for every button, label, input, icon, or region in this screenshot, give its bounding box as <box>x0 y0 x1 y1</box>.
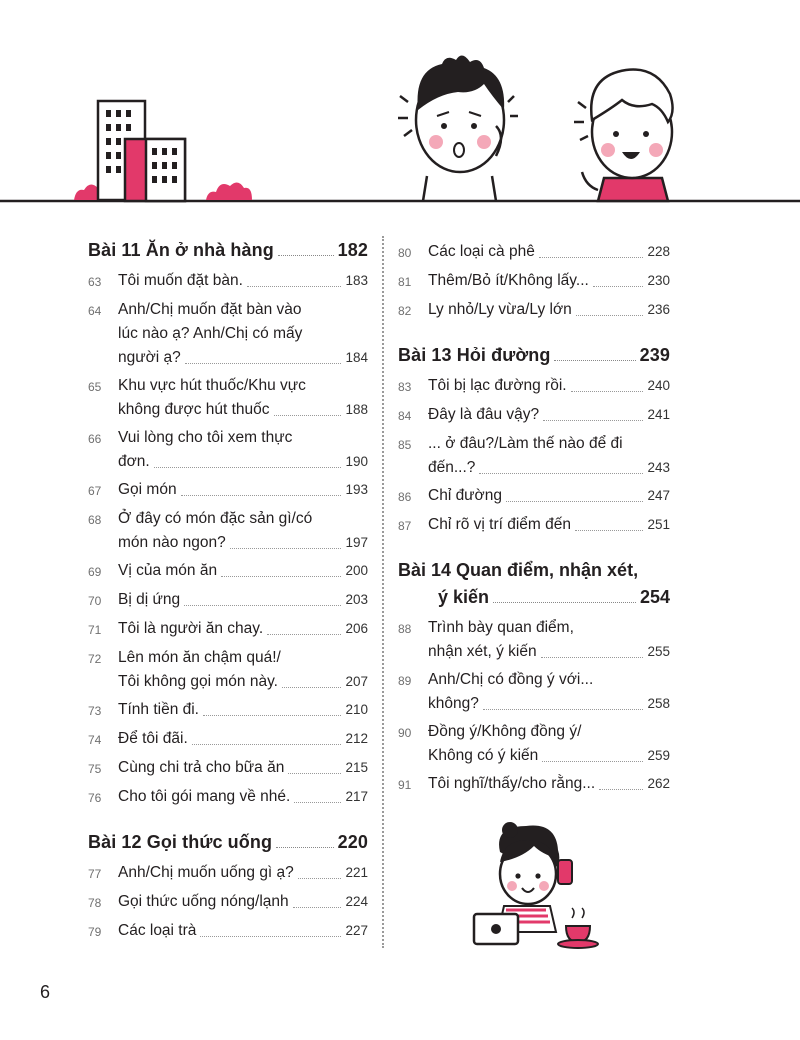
entry-body <box>428 484 670 509</box>
entry-title: Cùng chi trả cho bữa ăn <box>118 759 285 776</box>
entry-title: Lên món ăn chậm quá!/ <box>118 649 281 666</box>
toc-entry[interactable] <box>88 298 368 370</box>
entry-body <box>118 374 368 422</box>
lesson-page: 182 <box>337 240 368 260</box>
entry-page: 206 <box>345 621 368 636</box>
entry-body <box>118 785 368 810</box>
entry-page: 203 <box>345 592 368 607</box>
lesson-11-heading[interactable] <box>88 240 368 261</box>
entry-title: Tính tiền đi. <box>118 701 199 718</box>
entry-page: 221 <box>345 865 368 880</box>
dot-leader <box>506 501 644 502</box>
entry-page: 258 <box>647 696 670 711</box>
entry-number: 75 <box>88 762 102 776</box>
entry-body <box>428 240 670 265</box>
entry-body <box>118 588 368 613</box>
entry-number: 68 <box>88 513 102 527</box>
dot-leader <box>221 576 341 577</box>
toc-entry[interactable] <box>88 507 368 555</box>
entry-page: 215 <box>345 760 368 775</box>
entry-page: 240 <box>647 378 670 393</box>
toc-entry[interactable] <box>398 616 670 664</box>
entry-title: Vị của món ăn <box>118 562 218 579</box>
header-illustration <box>0 0 800 240</box>
entry-body <box>118 698 368 723</box>
dot-leader <box>278 255 334 256</box>
toc-left-column <box>88 240 368 948</box>
toc-entry[interactable] <box>398 484 670 509</box>
entry-title: Đây là đâu vậy? <box>428 406 540 423</box>
entry-number: 67 <box>88 484 102 498</box>
entry-title: Bị dị ứng <box>118 591 181 608</box>
entry-page: 200 <box>345 563 368 578</box>
toc-entry[interactable] <box>398 772 670 797</box>
lesson-13-items <box>398 374 670 538</box>
entry-title: đến...? <box>428 459 476 476</box>
entry-number: 85 <box>398 438 412 452</box>
lesson-page: 254 <box>639 587 670 607</box>
entry-body <box>428 513 670 538</box>
entry-number: 86 <box>398 490 412 504</box>
entry-page: 259 <box>647 748 670 763</box>
entry-page: 188 <box>345 402 368 417</box>
entry-title: Chỉ đường <box>428 487 502 504</box>
entry-title: Trình bày quan điểm, <box>428 619 574 636</box>
entry-number: 76 <box>88 791 102 805</box>
entry-title: Để tôi đãi. <box>118 730 188 747</box>
entry-page: 217 <box>345 789 368 804</box>
entry-number: 63 <box>88 275 102 289</box>
dot-leader <box>543 420 643 421</box>
entry-body <box>118 559 368 584</box>
entry-title: Gọi thức uống nóng/lạnh <box>118 893 289 910</box>
dot-leader <box>185 363 342 364</box>
entry-title: Chỉ rõ vị trí điểm đến <box>428 516 571 533</box>
entry-page: 207 <box>345 674 368 689</box>
lesson-12-items <box>88 861 368 944</box>
entry-body <box>118 478 368 503</box>
entry-title: không? <box>428 695 479 712</box>
entry-page: 243 <box>647 460 670 475</box>
toc-entry[interactable] <box>88 269 368 294</box>
lesson-13-heading[interactable] <box>398 345 670 366</box>
entry-number: 90 <box>398 726 412 740</box>
dot-leader <box>200 936 341 937</box>
toc-entry[interactable] <box>398 298 670 323</box>
entry-number: 83 <box>398 380 412 394</box>
dot-leader <box>554 360 635 361</box>
dot-leader <box>154 467 342 468</box>
bush-right <box>206 182 252 200</box>
lesson-page: 220 <box>337 832 368 852</box>
entry-title: Thêm/Bỏ ít/Không lấy... <box>428 272 589 289</box>
dot-leader <box>479 473 643 474</box>
dot-leader <box>274 415 342 416</box>
entry-title: Tôi không gọi món này. <box>118 673 278 690</box>
entry-number: 84 <box>398 409 412 423</box>
happy-boy <box>574 70 673 202</box>
toc-entry[interactable] <box>88 756 368 781</box>
entry-body <box>428 772 670 797</box>
toc-entry[interactable] <box>398 432 670 480</box>
entry-page: 190 <box>345 454 368 469</box>
dot-leader <box>184 605 341 606</box>
entry-page: 255 <box>647 644 670 659</box>
toc-entry[interactable] <box>398 668 670 716</box>
toc-entry[interactable] <box>88 588 368 613</box>
entry-number: 87 <box>398 519 412 533</box>
toc-right-column <box>398 240 670 801</box>
entry-body <box>118 426 368 474</box>
entry-body <box>118 727 368 752</box>
dot-leader <box>593 286 644 287</box>
entry-page: 224 <box>345 894 368 909</box>
toc-entry[interactable] <box>88 374 368 422</box>
lesson-title-cont: ý kiến <box>438 587 490 607</box>
entry-number: 69 <box>88 565 102 579</box>
dot-leader <box>571 391 644 392</box>
entry-number: 78 <box>88 896 102 910</box>
entry-title: lúc nào ạ? Anh/Chị có mấy <box>118 325 303 342</box>
entry-body <box>428 668 670 716</box>
dot-leader <box>276 847 334 848</box>
toc-entry[interactable] <box>88 559 368 584</box>
lesson-11-items <box>88 269 368 810</box>
entry-title: Cho tôi gói mang về nhé. <box>118 788 291 805</box>
toc-entry[interactable] <box>398 513 670 538</box>
entry-title: Không có ý kiến <box>428 747 539 764</box>
toc-entry[interactable] <box>88 617 368 642</box>
entry-page: 241 <box>647 407 670 422</box>
lesson-12-heading[interactable] <box>88 832 368 853</box>
entry-body <box>118 919 368 944</box>
entry-number: 91 <box>398 778 412 792</box>
entry-title: Ly nhỏ/Ly vừa/Ly lớn <box>428 301 572 318</box>
lesson-page: 239 <box>639 345 670 365</box>
dot-leader <box>267 634 341 635</box>
entry-body <box>428 432 670 480</box>
entry-page: 230 <box>647 273 670 288</box>
dot-leader <box>247 286 342 287</box>
entry-number: 88 <box>398 622 412 636</box>
entry-page: 236 <box>647 302 670 317</box>
toc-entry[interactable] <box>398 374 670 399</box>
entry-page: 184 <box>345 350 368 365</box>
dot-leader <box>493 602 636 603</box>
toc-entry[interactable] <box>88 478 368 503</box>
dot-leader <box>282 687 341 688</box>
entry-number: 81 <box>398 275 412 289</box>
entry-title: Tôi bị lạc đường rồi. <box>428 377 567 394</box>
entry-page: 193 <box>345 482 368 497</box>
lesson-14-items <box>398 616 670 797</box>
entry-body <box>118 507 368 555</box>
entry-title: ... ở đâu?/Làm thế nào để đi <box>428 435 623 452</box>
entry-number: 73 <box>88 704 102 718</box>
entry-body <box>118 646 368 694</box>
entry-number: 71 <box>88 623 102 637</box>
entry-title: Anh/Chị muốn đặt bàn vào <box>118 301 302 318</box>
entry-number: 74 <box>88 733 102 747</box>
entry-page: 197 <box>345 535 368 550</box>
entry-title: đơn. <box>118 453 150 470</box>
dot-leader <box>293 907 342 908</box>
dot-leader <box>192 744 342 745</box>
entry-number: 70 <box>88 594 102 608</box>
pink-building <box>125 139 185 201</box>
toc-entry[interactable] <box>88 785 368 810</box>
entry-body <box>428 403 670 428</box>
lesson-title: Bài 11 Ăn ở nhà hàng <box>88 240 274 260</box>
toc-entry[interactable] <box>88 426 368 474</box>
entry-page: 251 <box>647 517 670 532</box>
entry-number: 72 <box>88 652 102 666</box>
entry-title: Anh/Chị có đồng ý với... <box>428 671 594 688</box>
dot-leader <box>541 657 644 658</box>
toc-entry[interactable] <box>88 646 368 694</box>
worried-man <box>398 55 518 201</box>
entry-number: 79 <box>88 925 102 939</box>
entry-number: 66 <box>88 432 102 446</box>
entry-title: không được hút thuốc <box>118 401 270 418</box>
entry-body <box>118 890 368 915</box>
lesson-12-items-continued <box>398 240 670 323</box>
lesson-title: Bài 12 Gọi thức uống <box>88 832 273 852</box>
entry-page: 212 <box>345 731 368 746</box>
entry-page: 227 <box>345 923 368 938</box>
entry-number: 80 <box>398 246 412 260</box>
entry-title: Ở đây có món đặc sản gì/có <box>118 510 313 527</box>
entry-title: người ạ? <box>118 349 181 366</box>
entry-body <box>118 269 368 294</box>
dot-leader <box>599 789 643 790</box>
entry-number: 64 <box>88 304 102 318</box>
entry-number: 77 <box>88 867 102 881</box>
entry-body <box>428 298 670 323</box>
entry-body <box>428 616 670 664</box>
dot-leader <box>181 495 342 496</box>
lesson-title: Bài 13 Hỏi đường <box>398 345 551 365</box>
entry-number: 82 <box>398 304 412 318</box>
entry-page: 247 <box>647 488 670 503</box>
entry-title: Khu vực hút thuốc/Khu vực <box>118 377 306 394</box>
entry-title: Tôi muốn đặt bàn. <box>118 272 243 289</box>
entry-title: Các loại cà phê <box>428 243 535 260</box>
dot-leader <box>575 530 643 531</box>
lesson-title: Bài 14 Quan điểm, nhận xét, <box>398 560 639 580</box>
dot-leader <box>542 761 643 762</box>
entry-title: Tôi là người ăn chay. <box>118 620 264 637</box>
entry-body <box>428 269 670 294</box>
entry-body <box>428 720 670 768</box>
entry-title: Anh/Chị muốn uống gì ạ? <box>118 864 294 881</box>
lesson-14-heading[interactable] <box>398 560 670 608</box>
toc-entry[interactable] <box>398 269 670 294</box>
dot-leader <box>288 773 341 774</box>
entry-title: Gọi món <box>118 481 177 498</box>
entry-page: 262 <box>647 776 670 791</box>
entry-title: nhận xét, ý kiến <box>428 643 537 660</box>
entry-title: Vui lòng cho tôi xem thực <box>118 429 293 446</box>
toc-entry[interactable] <box>398 240 670 265</box>
dot-leader <box>230 548 342 549</box>
column-divider <box>382 236 384 948</box>
toc-entry[interactable] <box>398 403 670 428</box>
entry-body <box>118 298 368 370</box>
entry-body <box>428 374 670 399</box>
toc-entry[interactable] <box>88 861 368 886</box>
entry-body <box>118 617 368 642</box>
dot-leader <box>203 715 341 716</box>
dot-leader <box>539 257 644 258</box>
entry-title: Tôi nghĩ/thấy/cho rằng... <box>428 775 596 792</box>
toc-entry[interactable] <box>88 890 368 915</box>
entry-number: 89 <box>398 674 412 688</box>
dot-leader <box>483 709 644 710</box>
entry-title: món nào ngon? <box>118 534 226 551</box>
entry-title: Đồng ý/Không đồng ý/ <box>428 723 582 740</box>
dot-leader <box>294 802 341 803</box>
toc-entry[interactable] <box>88 698 368 723</box>
entry-page: 228 <box>647 244 670 259</box>
entry-page: 210 <box>345 702 368 717</box>
page-number: 6 <box>40 982 51 1002</box>
girl-with-laptop-illustration <box>470 822 610 952</box>
entry-title: Các loại trà <box>118 922 197 939</box>
entry-body <box>118 861 368 886</box>
toc-entry[interactable] <box>398 720 670 768</box>
entry-body <box>118 756 368 781</box>
dot-leader <box>298 878 342 879</box>
dot-leader <box>576 315 644 316</box>
toc-entry[interactable] <box>88 919 368 944</box>
toc-entry[interactable] <box>88 727 368 752</box>
entry-number: 65 <box>88 380 102 394</box>
entry-page: 183 <box>345 273 368 288</box>
